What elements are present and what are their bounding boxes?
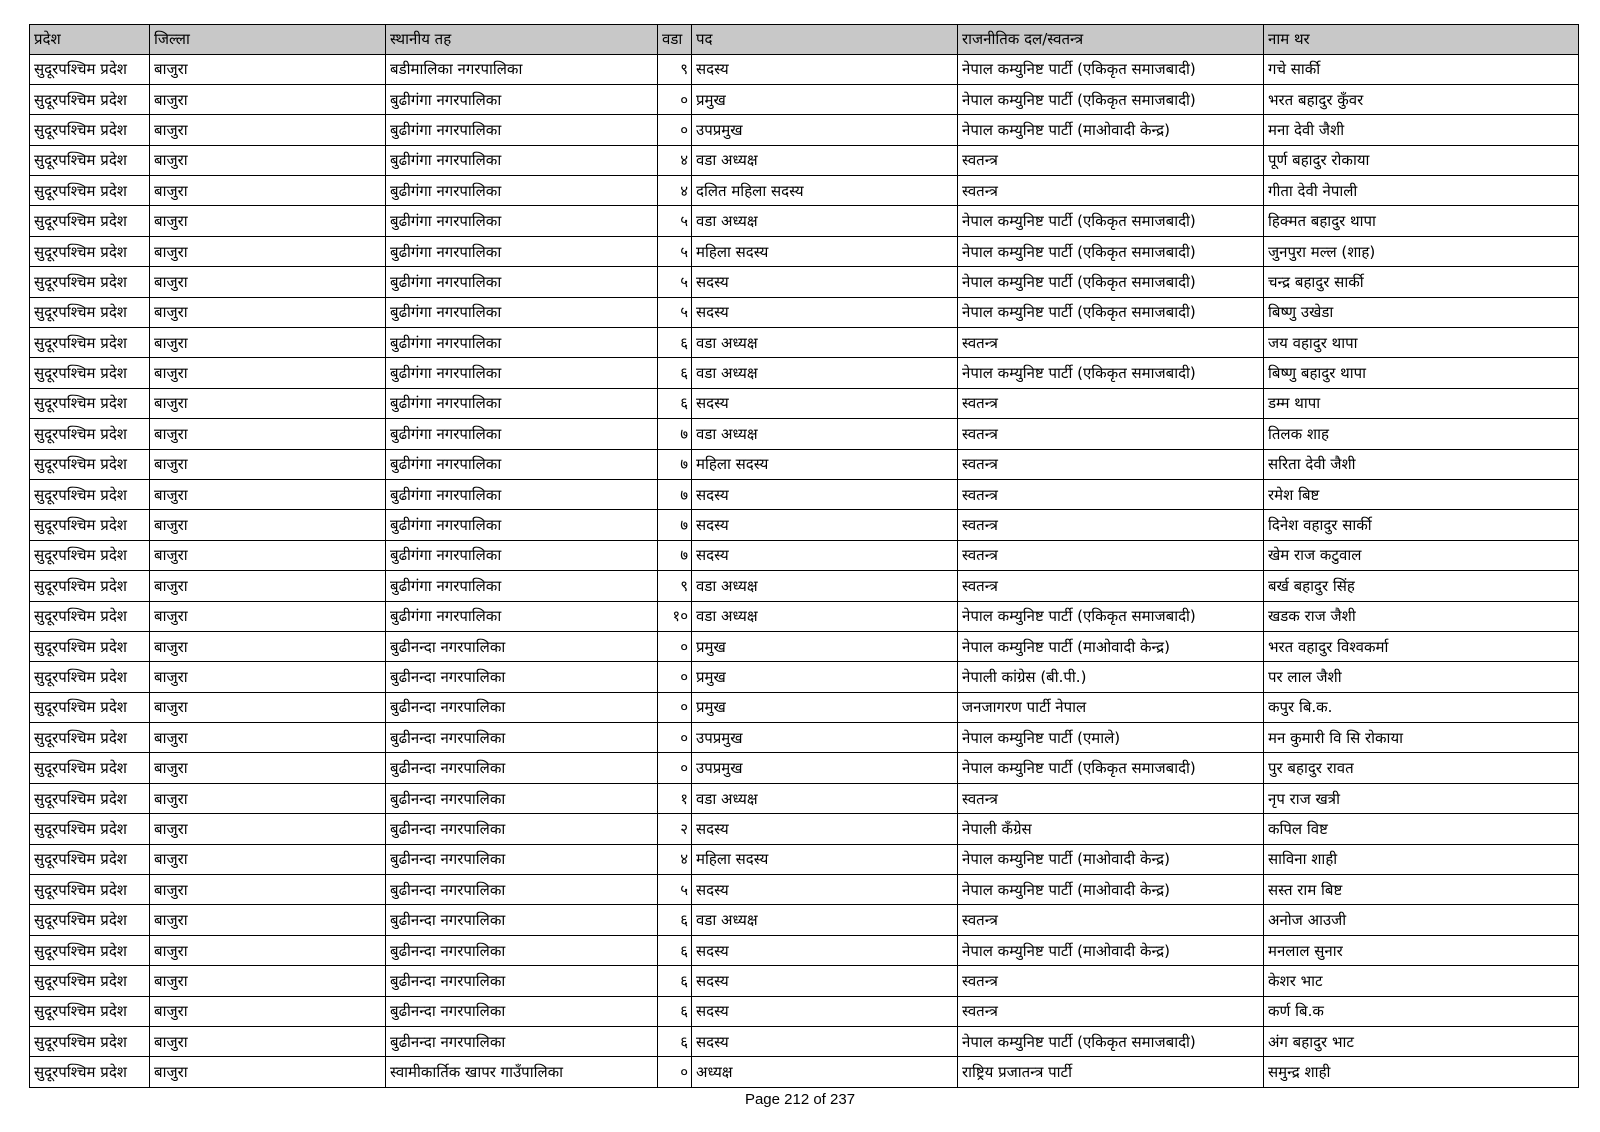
cell-post: सदस्य (692, 388, 958, 418)
cell-ward: ० (658, 631, 692, 661)
cell-province: सुदूरपश्चिम प्रदेश (30, 236, 150, 266)
table-row (30, 479, 1579, 509)
cell-name: सस्त राम बिष्ट (1264, 875, 1579, 905)
cell-post: वडा अध्यक्ष (692, 145, 958, 175)
cell-local-level: बुढीगंगा नगरपालिका (386, 419, 658, 449)
table-row (30, 328, 1579, 358)
cell-post: महिला सदस्य (692, 449, 958, 479)
cell-province: सुदूरपश्चिम प्रदेश (30, 510, 150, 540)
cell-district: बाजुरा (150, 206, 386, 236)
cell-party: स्वतन्त्र (958, 449, 1264, 479)
cell-party: नेपाली कांग्रेस (बी.पी.) (958, 662, 1264, 692)
table-row (30, 692, 1579, 722)
cell-name: मन कुमारी वि सि राेकाया (1264, 723, 1579, 753)
cell-name: साविना शाही (1264, 844, 1579, 874)
cell-province: सुदूरपश्चिम प्रदेश (30, 692, 150, 722)
cell-local-level: बुढीनन्दा नगरपालिका (386, 723, 658, 753)
cell-local-level: बुढीनन्दा नगरपालिका (386, 905, 658, 935)
cell-ward: ६ (658, 996, 692, 1026)
header-ward: वडा (658, 25, 692, 55)
page-number: Page 212 of 237 (744, 1091, 856, 1108)
cell-name: रमेश बिष्ट (1264, 479, 1579, 509)
cell-province: सुदूरपश्चिम प्रदेश (30, 814, 150, 844)
cell-province: सुदूरपश्चिम प्रदेश (30, 905, 150, 935)
cell-province: सुदूरपश्चिम प्रदेश (30, 479, 150, 509)
cell-district: बाजुरा (150, 692, 386, 722)
cell-party: नेपाल कम्युनिष्ट पार्टी (एकिकृत समाजबादी) (958, 236, 1264, 266)
table-row (30, 267, 1579, 297)
table-row (30, 236, 1579, 266)
cell-province: सुदूरपश्चिम प्रदेश (30, 54, 150, 84)
cell-ward: ० (658, 692, 692, 722)
cell-district: बाजुरा (150, 935, 386, 965)
cell-post: प्रमुख (692, 662, 958, 692)
cell-district: बाजुरा (150, 510, 386, 540)
cell-local-level: बुढीगंगा नगरपालिका (386, 115, 658, 145)
cell-ward: ७ (658, 540, 692, 570)
cell-local-level: बुढीनन्दा नगरपालिका (386, 1027, 658, 1057)
cell-province: सुदूरपश्चिम प्रदेश (30, 388, 150, 418)
table-row (30, 905, 1579, 935)
cell-post: वडा अध्यक्ष (692, 783, 958, 813)
cell-district: बाजुरा (150, 540, 386, 570)
header-district: जिल्ला (150, 25, 386, 55)
cell-local-level: बुढीगंगा नगरपालिका (386, 388, 658, 418)
cell-local-level: बुढीगंगा नगरपालिका (386, 449, 658, 479)
cell-post: सदस्य (692, 1027, 958, 1057)
cell-district: बाजुरा (150, 297, 386, 327)
cell-ward: ६ (658, 328, 692, 358)
cell-local-level: बुढीनन्दा नगरपालिका (386, 966, 658, 996)
results-table (29, 24, 1579, 1088)
table-row (30, 388, 1579, 418)
cell-post: उपप्रमुख (692, 753, 958, 783)
table-row (30, 84, 1579, 114)
cell-district: बाजुरा (150, 571, 386, 601)
cell-province: सुदूरपश्चिम प्रदेश (30, 267, 150, 297)
table-row (30, 662, 1579, 692)
cell-name: दिनेश वहादुर सार्की (1264, 510, 1579, 540)
cell-party: स्वतन्त्र (958, 388, 1264, 418)
cell-party: स्वतन्त्र (958, 328, 1264, 358)
cell-district: बाजुरा (150, 358, 386, 388)
cell-name: बिष्णु उखेडा (1264, 297, 1579, 327)
table-row (30, 844, 1579, 874)
cell-post: उपप्रमुख (692, 115, 958, 145)
cell-local-level: बुढीगंगा नगरपालिका (386, 176, 658, 206)
cell-ward: ४ (658, 145, 692, 175)
cell-local-level: बुढीगंगा नगरपालिका (386, 236, 658, 266)
header-party: राजनीतिक दल/स्वतन्त्र (958, 25, 1264, 55)
cell-name: गचे सार्की (1264, 54, 1579, 84)
cell-district: बाजुरा (150, 236, 386, 266)
cell-post: महिला सदस्य (692, 844, 958, 874)
cell-local-level: बुढीनन्दा नगरपालिका (386, 935, 658, 965)
table-row (30, 540, 1579, 570)
cell-ward: ० (658, 753, 692, 783)
cell-party: स्वतन्त्र (958, 176, 1264, 206)
cell-name: भरत वहादुर विश्वकर्मा (1264, 631, 1579, 661)
cell-party: स्वतन्त्र (958, 966, 1264, 996)
table-row (30, 510, 1579, 540)
cell-post: वडा अध्यक्ष (692, 206, 958, 236)
table-row (30, 1027, 1579, 1057)
cell-ward: ४ (658, 844, 692, 874)
cell-party: नेपाल कम्युनिष्ट पार्टी (माओवादी केन्द्र) (958, 115, 1264, 145)
cell-province: सुदूरपश्चिम प्रदेश (30, 753, 150, 783)
cell-district: बाजुरा (150, 844, 386, 874)
header-post: पद (692, 25, 958, 55)
cell-name: केशर भाट (1264, 966, 1579, 996)
cell-name: अनोज आउजी (1264, 905, 1579, 935)
cell-province: सुदूरपश्चिम प्रदेश (30, 1027, 150, 1057)
cell-local-level: बुढीनन्दा नगरपालिका (386, 753, 658, 783)
cell-post: वडा अध्यक्ष (692, 358, 958, 388)
cell-province: सुदूरपश्चिम प्रदेश (30, 540, 150, 570)
table-row (30, 54, 1579, 84)
cell-province: सुदूरपश्चिम प्रदेश (30, 358, 150, 388)
cell-post: सदस्य (692, 814, 958, 844)
cell-province: सुदूरपश्चिम प्रदेश (30, 419, 150, 449)
cell-party: राष्ट्रिय प्रजातन्त्र पार्टी (958, 1057, 1264, 1087)
cell-province: सुदूरपश्चिम प्रदेश (30, 631, 150, 661)
table-row (30, 631, 1579, 661)
cell-ward: ० (658, 1057, 692, 1087)
cell-party: नेपाल कम्युनिष्ट पार्टी (माओवादी केन्द्र) (958, 844, 1264, 874)
cell-party: नेपाल कम्युनिष्ट पार्टी (माओवादी केन्द्र) (958, 935, 1264, 965)
cell-local-level: बुढीगंगा नगरपालिका (386, 297, 658, 327)
cell-post: सदस्य (692, 935, 958, 965)
cell-party: नेपाल कम्युनिष्ट पार्टी (एकिकृत समाजबादी) (958, 297, 1264, 327)
cell-name: भरत बहादुर कुँवर (1264, 84, 1579, 114)
cell-district: बाजुरा (150, 176, 386, 206)
cell-party: नेपाल कम्युनिष्ट पार्टी (एकिकृत समाजबादी) (958, 753, 1264, 783)
cell-name: चन्द्र बहादुर सार्की (1264, 267, 1579, 297)
cell-party: स्वतन्त्र (958, 145, 1264, 175)
cell-district: बाजुरा (150, 267, 386, 297)
table-row (30, 297, 1579, 327)
cell-name: सरिता देवी जैशी (1264, 449, 1579, 479)
cell-ward: ६ (658, 388, 692, 418)
cell-post: अध्यक्ष (692, 1057, 958, 1087)
table-row (30, 601, 1579, 631)
cell-local-level: बुढीगंगा नगरपालिका (386, 328, 658, 358)
cell-province: सुदूरपश्चिम प्रदेश (30, 875, 150, 905)
cell-ward: ० (658, 723, 692, 753)
cell-party: नेपाल कम्युनिष्ट पार्टी (माओवादी केन्द्र) (958, 875, 1264, 905)
cell-local-level: बुढीगंगा नगरपालिका (386, 479, 658, 509)
cell-local-level: स्वामीकार्तिक खापर गाउँपालिका (386, 1057, 658, 1087)
cell-post: सदस्य (692, 54, 958, 84)
table-row (30, 753, 1579, 783)
cell-province: सुदूरपश्चिम प्रदेश (30, 996, 150, 1026)
cell-name: खडक राज जैशी (1264, 601, 1579, 631)
cell-name: हिक्मत बहादुर थापा (1264, 206, 1579, 236)
cell-name: डम्म थापा (1264, 388, 1579, 418)
table-row (30, 875, 1579, 905)
cell-local-level: बुढीगंगा नगरपालिका (386, 84, 658, 114)
cell-party: नेपाल कम्युनिष्ट पार्टी (एमाले) (958, 723, 1264, 753)
cell-local-level: बुढीनन्दा नगरपालिका (386, 662, 658, 692)
cell-ward: १० (658, 601, 692, 631)
cell-name: गीता देवी नेपाली (1264, 176, 1579, 206)
cell-ward: ५ (658, 267, 692, 297)
cell-name: जुनपुरा मल्ल (शाह) (1264, 236, 1579, 266)
cell-province: सुदूरपश्चिम प्रदेश (30, 145, 150, 175)
cell-district: बाजुरा (150, 54, 386, 84)
cell-post: सदस्य (692, 996, 958, 1026)
table-row (30, 996, 1579, 1026)
cell-name: जय वहादुर थापा (1264, 328, 1579, 358)
cell-ward: ६ (658, 905, 692, 935)
cell-local-level: बुढीगंगा नगरपालिका (386, 571, 658, 601)
table-row (30, 783, 1579, 813)
table-row (30, 449, 1579, 479)
cell-district: बाजुरा (150, 388, 386, 418)
cell-party: नेपाल कम्युनिष्ट पार्टी (एकिकृत समाजबादी) (958, 1027, 1264, 1057)
header-row (30, 25, 1579, 55)
cell-district: बाजुरा (150, 479, 386, 509)
table-row (30, 935, 1579, 965)
cell-party: नेपाली कँग्रेस (958, 814, 1264, 844)
cell-district: बाजुरा (150, 966, 386, 996)
cell-local-level: बुढीगंगा नगरपालिका (386, 510, 658, 540)
cell-district: बाजुरा (150, 449, 386, 479)
cell-province: सुदूरपश्चिम प्रदेश (30, 783, 150, 813)
cell-post: सदस्य (692, 510, 958, 540)
cell-province: सुदूरपश्चिम प्रदेश (30, 449, 150, 479)
cell-post: प्रमुख (692, 692, 958, 722)
cell-ward: ० (658, 115, 692, 145)
cell-post: सदस्य (692, 267, 958, 297)
cell-post: सदस्य (692, 540, 958, 570)
cell-district: बाजुरा (150, 84, 386, 114)
cell-ward: २ (658, 814, 692, 844)
table-row (30, 571, 1579, 601)
table-row (30, 966, 1579, 996)
cell-district: बाजुरा (150, 723, 386, 753)
cell-province: सुदूरपश्चिम प्रदेश (30, 935, 150, 965)
cell-name: बर्ख बहादुर सिंह (1264, 571, 1579, 601)
table-body (30, 54, 1579, 1087)
cell-ward: ६ (658, 966, 692, 996)
header-local-level: स्थानीय तह (386, 25, 658, 55)
cell-post: वडा अध्यक्ष (692, 601, 958, 631)
table-row (30, 115, 1579, 145)
cell-district: बाजुरा (150, 631, 386, 661)
cell-post: प्रमुख (692, 84, 958, 114)
table-row (30, 1057, 1579, 1087)
cell-ward: १ (658, 783, 692, 813)
cell-post: प्रमुख (692, 631, 958, 661)
cell-province: सुदूरपश्चिम प्रदेश (30, 1057, 150, 1087)
cell-party: स्वतन्त्र (958, 419, 1264, 449)
cell-post: दलित महिला सदस्य (692, 176, 958, 206)
cell-district: बाजुरा (150, 419, 386, 449)
cell-ward: ९ (658, 571, 692, 601)
cell-party: नेपाल कम्युनिष्ट पार्टी (एकिकृत समाजबादी) (958, 601, 1264, 631)
cell-post: सदस्य (692, 479, 958, 509)
cell-name: समुन्द्र शाही (1264, 1057, 1579, 1087)
cell-local-level: बुढीनन्दा नगरपालिका (386, 631, 658, 661)
cell-post: महिला सदस्य (692, 236, 958, 266)
cell-province: सुदूरपश्चिम प्रदेश (30, 844, 150, 874)
header-name: नाम थर (1264, 25, 1579, 55)
cell-ward: ९ (658, 54, 692, 84)
cell-name: पूर्ण बहादुर रोकाया (1264, 145, 1579, 175)
table-row (30, 419, 1579, 449)
cell-name: कर्ण बि.क (1264, 996, 1579, 1026)
cell-party: नेपाल कम्युनिष्ट पार्टी (एकिकृत समाजबादी) (958, 54, 1264, 84)
cell-local-level: बुढीगंगा नगरपालिका (386, 145, 658, 175)
cell-party: नेपाल कम्युनिष्ट पार्टी (एकिकृत समाजबादी) (958, 206, 1264, 236)
cell-party: नेपाल कम्युनिष्ट पार्टी (एकिकृत समाजबादी) (958, 358, 1264, 388)
cell-post: वडा अध्यक्ष (692, 905, 958, 935)
cell-local-level: बुढीनन्दा नगरपालिका (386, 814, 658, 844)
cell-district: बाजुरा (150, 753, 386, 783)
cell-name: कपिल विष्ट (1264, 814, 1579, 844)
results-sheet (29, 24, 1578, 1088)
cell-party: स्वतन्त्र (958, 510, 1264, 540)
table-row (30, 814, 1579, 844)
cell-province: सुदूरपश्चिम प्रदेश (30, 601, 150, 631)
cell-district: बाजुरा (150, 1027, 386, 1057)
cell-local-level: बुढीगंगा नगरपालिका (386, 540, 658, 570)
cell-ward: ५ (658, 236, 692, 266)
cell-ward: ४ (658, 176, 692, 206)
cell-province: सुदूरपश्चिम प्रदेश (30, 571, 150, 601)
cell-ward: ० (658, 662, 692, 692)
cell-province: सुदूरपश्चिम प्रदेश (30, 115, 150, 145)
cell-party: स्वतन्त्र (958, 571, 1264, 601)
cell-party: जनजागरण पार्टी नेपाल (958, 692, 1264, 722)
cell-party: स्वतन्त्र (958, 540, 1264, 570)
cell-local-level: बुढीनन्दा नगरपालिका (386, 844, 658, 874)
cell-district: बाजुरा (150, 783, 386, 813)
cell-ward: ५ (658, 875, 692, 905)
table-row (30, 176, 1579, 206)
cell-ward: ६ (658, 1027, 692, 1057)
table-row (30, 206, 1579, 236)
cell-name: अंग बहादुर भाट (1264, 1027, 1579, 1057)
cell-post: वडा अध्यक्ष (692, 571, 958, 601)
cell-post: सदस्य (692, 875, 958, 905)
cell-province: सुदूरपश्चिम प्रदेश (30, 297, 150, 327)
cell-ward: ७ (658, 449, 692, 479)
cell-name: मनलाल सुनार (1264, 935, 1579, 965)
cell-district: बाजुरा (150, 905, 386, 935)
cell-district: बाजुरा (150, 996, 386, 1026)
cell-name: पुर बहादुर रावत (1264, 753, 1579, 783)
cell-party: स्वतन्त्र (958, 996, 1264, 1026)
cell-ward: ६ (658, 358, 692, 388)
cell-name: बिष्णु बहादुर थापा (1264, 358, 1579, 388)
cell-name: पर लाल जैशी (1264, 662, 1579, 692)
cell-party: नेपाल कम्युनिष्ट पार्टी (माओवादी केन्द्र) (958, 631, 1264, 661)
cell-ward: ७ (658, 419, 692, 449)
cell-district: बाजुरा (150, 662, 386, 692)
table-row (30, 358, 1579, 388)
cell-local-level: बुढीगंगा नगरपालिका (386, 206, 658, 236)
cell-local-level: बुढीनन्दा नगरपालिका (386, 996, 658, 1026)
cell-post: वडा अध्यक्ष (692, 419, 958, 449)
cell-post: वडा अध्यक्ष (692, 328, 958, 358)
table-row (30, 145, 1579, 175)
table-row (30, 723, 1579, 753)
cell-local-level: बुढीनन्दा नगरपालिका (386, 783, 658, 813)
cell-district: बाजुरा (150, 814, 386, 844)
cell-province: सुदूरपश्चिम प्रदेश (30, 206, 150, 236)
cell-ward: ५ (658, 297, 692, 327)
cell-name: तिलक शाह (1264, 419, 1579, 449)
cell-province: सुदूरपश्चिम प्रदेश (30, 662, 150, 692)
cell-province: सुदूरपश्चिम प्रदेश (30, 84, 150, 114)
cell-party: स्वतन्त्र (958, 905, 1264, 935)
cell-ward: ७ (658, 510, 692, 540)
cell-district: बाजुरा (150, 1057, 386, 1087)
cell-party: नेपाल कम्युनिष्ट पार्टी (एकिकृत समाजबादी) (958, 267, 1264, 297)
cell-local-level: बुढीगंगा नगरपालिका (386, 601, 658, 631)
cell-ward: ५ (658, 206, 692, 236)
cell-post: सदस्य (692, 966, 958, 996)
cell-name: खेम राज कटुवाल (1264, 540, 1579, 570)
cell-district: बाजुरा (150, 875, 386, 905)
header-province: प्रदेश (30, 25, 150, 55)
cell-ward: ७ (658, 479, 692, 509)
cell-party: स्वतन्त्र (958, 479, 1264, 509)
cell-province: सुदूरपश्चिम प्रदेश (30, 176, 150, 206)
cell-district: बाजुरा (150, 145, 386, 175)
cell-local-level: बुढीनन्दा नगरपालिका (386, 875, 658, 905)
cell-post: सदस्य (692, 297, 958, 327)
cell-local-level: बुढीनन्दा नगरपालिका (386, 692, 658, 722)
cell-province: सुदूरपश्चिम प्रदेश (30, 966, 150, 996)
cell-name: नृप राज खत्री (1264, 783, 1579, 813)
cell-local-level: बडीमालिका नगरपालिका (386, 54, 658, 84)
cell-ward: ० (658, 84, 692, 114)
cell-party: स्वतन्त्र (958, 783, 1264, 813)
cell-province: सुदूरपश्चिम प्रदेश (30, 328, 150, 358)
cell-district: बाजुरा (150, 328, 386, 358)
cell-local-level: बुढीगंगा नगरपालिका (386, 358, 658, 388)
cell-local-level: बुढीगंगा नगरपालिका (386, 267, 658, 297)
cell-party: नेपाल कम्युनिष्ट पार्टी (एकिकृत समाजबादी) (958, 84, 1264, 114)
cell-province: सुदूरपश्चिम प्रदेश (30, 723, 150, 753)
cell-district: बाजुरा (150, 115, 386, 145)
cell-name: कपुर बि.क. (1264, 692, 1579, 722)
cell-district: बाजुरा (150, 601, 386, 631)
cell-name: मना देवी जैशी (1264, 115, 1579, 145)
cell-post: उपप्रमुख (692, 723, 958, 753)
cell-ward: ६ (658, 935, 692, 965)
